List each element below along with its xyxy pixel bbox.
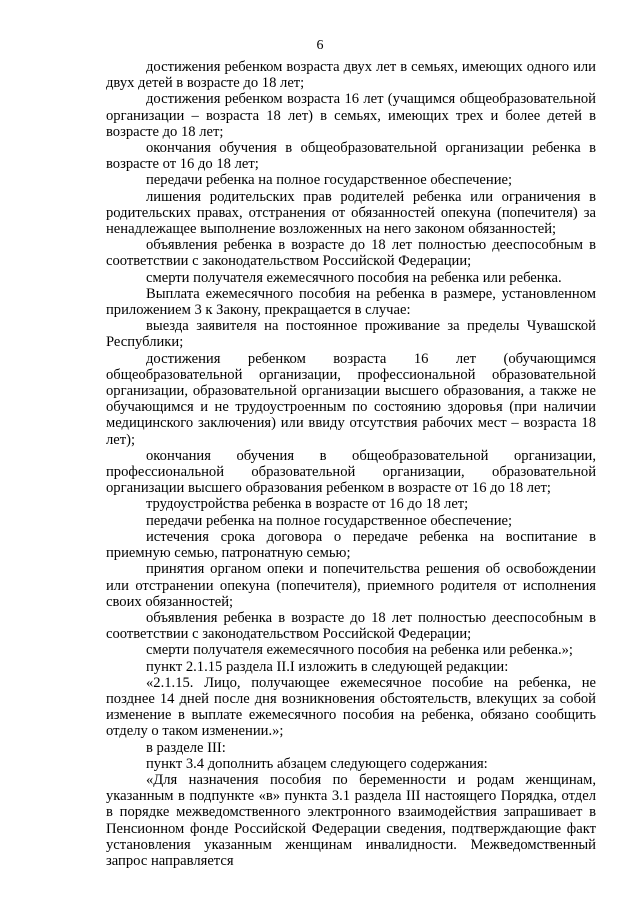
paragraph: трудоустройства ребенка в возрасте от 16 до 18 лет; bbox=[146, 496, 469, 513]
paragraph: смерти получателя ежемесячного пособия на ребенка или ребенка. bbox=[146, 269, 562, 286]
paragraph: Выплата ежемесячного пособия на ребенка в размере, установленном приложением 3 к Закону, прекращается в случае: bbox=[106, 285, 596, 319]
paragraph: достижения ребенком возраста двух лет в семьях, имеющих одного или двух детей в возрасте до 18 лет; bbox=[106, 59, 596, 92]
paragraph: передачи ребенка на полное государственное обеспечение; bbox=[146, 172, 513, 189]
paragraph: достижения ребенком возраста 16 лет (обучающимся общеобразовательной организации, профессиональной образовательной организации, образовательной организации высшего образования, а также не обучающимся и не трудоустроенным по состоянию здоровья (при наличии медицинского заключения) или ввиду отсутствия рабочих мест – возраста 18 лет); bbox=[106, 350, 596, 448]
paragraph: лишения родительских прав родителей ребенка или ограничения в родительских правах, отстранения от обязанностей опекуна (попечителя) за ненадлежащее выполнение возложенных на него законом обязанностей; bbox=[106, 188, 596, 238]
document-body bbox=[106, 59, 596, 869]
paragraph: пункт 2.1.15 раздела II.I изложить в следующей редакции: bbox=[146, 658, 509, 675]
paragraph: «Для назначения пособия по беременности и родам женщинам, указанным в подпункте «в» пункта 3.1 раздела III настоящего Порядка, отдел в порядке межведомственного электронного взаимодействия запрашивает в Пенсионном фонде Российской Федерации сведения, подтверждающие факт установления указанным женщинам инвалидности. Межведомственный запрос направляется bbox=[106, 771, 596, 869]
paragraph: окончания обучения в общеобразовательной организации ребенка в возрасте от 16 до 18 лет; bbox=[106, 140, 596, 173]
page-number: 6 bbox=[316, 38, 324, 53]
paragraph: «2.1.15. Лицо, получающее ежемесячное пособие на ребенка, не позднее 14 дней после дня возникновения обстоятельств, влекущих за собой изменение в выплате ежемесячного пособия на ребенка, обязано сообщить отделу о таком изменении.»; bbox=[106, 674, 596, 740]
paragraph: смерти получателя ежемесячного пособия на ребенка или ребенка.»; bbox=[146, 642, 573, 659]
paragraph: достижения ребенком возраста 16 лет (учащимся общеобразовательной организации – возраста 18 лет) в семьях, имеющих трех и более детей в возрасте до 18 лет; bbox=[106, 91, 596, 140]
paragraph: объявления ребенка в возрасте до 18 лет полностью дееспособным в соответствии с законодательством Российской Федерации; bbox=[106, 237, 596, 270]
paragraph: принятия органом опеки и попечительства решения об освобождении или отстранении опекуна (попечителя), приемного родителя от исполнения своих обязанностей; bbox=[106, 561, 596, 610]
paragraph: окончания обучения в общеобразовательной организации, профессиональной образовательной организации, образовательной организации высшего образования ребенком в возрасте от 16 до 18 лет; bbox=[106, 447, 596, 497]
paragraph: истечения срока договора о передаче ребенка на воспитание в приемную семью, патронатную семью; bbox=[106, 528, 596, 562]
paragraph: объявления ребенка в возрасте до 18 лет полностью дееспособным в соответствии с законодательством Российской Федерации; bbox=[106, 609, 596, 643]
paragraph: в разделе III: bbox=[146, 739, 226, 756]
paragraph: выезда заявителя на постоянное проживание за пределы Чувашской Республики; bbox=[106, 318, 596, 351]
paragraph: передачи ребенка на полное государственное обеспечение; bbox=[146, 512, 513, 529]
paragraph: пункт 3.4 дополнить абзацем следующего содержания: bbox=[146, 755, 488, 772]
